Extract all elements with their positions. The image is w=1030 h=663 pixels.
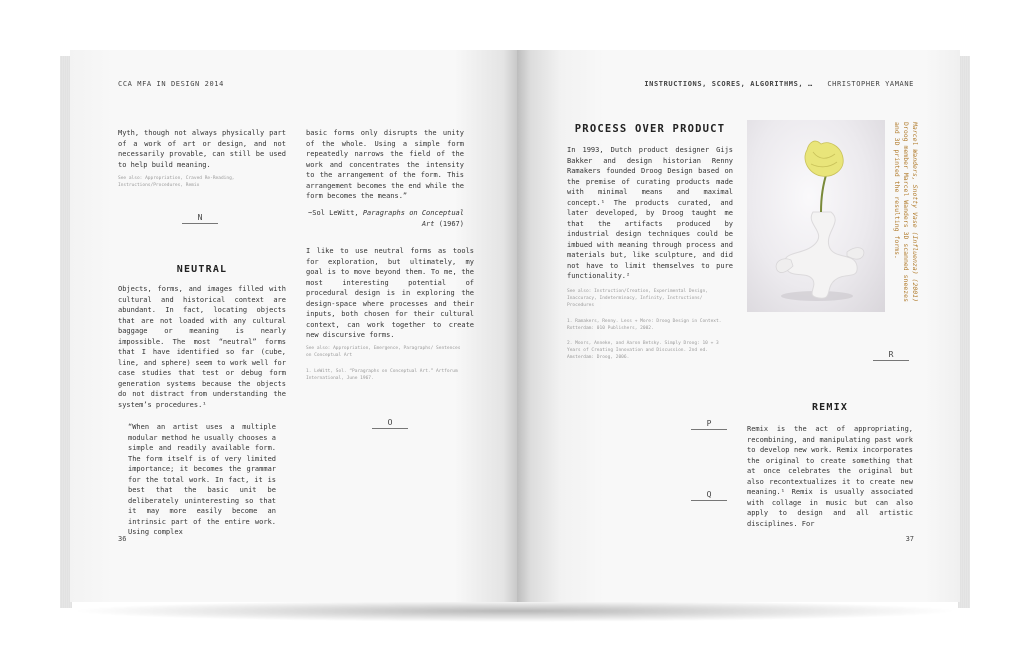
- section-letter-q: Q: [691, 490, 727, 501]
- neutral-see-also: See also: Appropriation, Emergence, Paragraphs/ Sentences on Conceptual Art: [306, 346, 461, 358]
- section-letter-r: R: [873, 350, 909, 361]
- right-page: [517, 50, 960, 602]
- left-page: [70, 50, 517, 602]
- myth-see-also: See also: Appropriation, Craved Re-Reading, Instructions/Procedures, Remix: [118, 176, 235, 188]
- attribution-title: Paragraphs on Conceptual Art: [362, 209, 464, 228]
- lewitt-quote-continued: basic forms only disrupts the unity of the whole. Using a simple form repeatedly narrows the field of the work and concentrates the intensity to the arrangement of the form. This arrangement becomes the end while the form becomes the means.”: [306, 129, 464, 200]
- section-letter-p: P: [691, 419, 727, 430]
- droog-paragraph: In 1993, Dutch product designer Gijs Bakker and design historian Renny Ramakers founded Droog Design based on the premise of curating products made with minimal means and maximal concept.¹ The products curated, and later developed, by Droog taught me that the artifacts produced by industrial design techniques could be imbued with meaning through process and materials but, like sculpture, and did not have to limit themselves to pure functionality.²: [567, 146, 733, 280]
- neutral-paragraph: Objects, forms, and images filled with cultural and historical context are abundant. In fact, locating objects that are not loaded with any cultural baggage or meaning is nearly impossible. The most “neutral” forms that I have identified so far (cube, line, and sphere) seem to work well for case studies that test or debug form generation systems because the objects do not distract from understanding the system’s procedures.¹: [118, 285, 286, 409]
- caption-title: Marcel Wanders, Snotty Vase (Influenza) (2001): [911, 122, 919, 303]
- neutral-heading: NEUTRAL: [176, 264, 228, 275]
- myth-paragraph: Myth, though not always physically part of a work of art or design, and not necessarily provable, can still be used to help build meaning.: [118, 129, 286, 169]
- remix-heading: REMIX: [811, 402, 849, 413]
- section-letter-n: N: [182, 213, 218, 224]
- remix-paragraph: Remix is the act of appropriating, recombining, and manipulating past work to develop new work. Remix incorporates the original to create something that at once celebrates the original but also recontextualizes it to create new meaning.¹ Remix is usually associated with collage in music but can also apply to design and all artistic disciplines. For: [747, 425, 913, 528]
- left-page-header: CCA MFA IN DESIGN 2014: [118, 80, 224, 88]
- lewitt-quote-start: “When an artist uses a multiple modular method he usually chooses a simple and readily available form. The form itself is of very limited importance; it becomes the grammar for the total work. In fact, it is best that the basic unit be deliberately uninteresting so that it may more easily become an intrinsic part of the entire work. Using complex: [128, 423, 276, 536]
- quote-attribution: [306, 208, 464, 229]
- vase-sculpture-image: [747, 120, 885, 312]
- attribution-name: ~Sol LeWitt,: [308, 209, 359, 217]
- neutral-footnote: 1. LeWitt, Sol. “Paragraphs on Conceptual Art.” Artforum International, June 1967.: [306, 369, 458, 381]
- neutral-forms-paragraph: I like to use neutral forms as tools for exploration, but ultimately, my goal is to move beyond them. To me, the most interesting potential of procedural design is in exploring the design-space where processes and their inputs, both chosen for their cultural context, can work together to create new discursive forms.: [306, 247, 474, 339]
- right-page-number: 37: [905, 535, 914, 543]
- caption-description: Droog member Marcel Wanders 3D scanned sneezes and 3D printed the resulting forms.: [893, 122, 910, 303]
- header-author: CHRISTOPHER YAMANE: [827, 80, 914, 88]
- open-book: [60, 50, 970, 608]
- left-page-number: 36: [118, 535, 127, 543]
- attribution-year: (1967): [438, 219, 464, 228]
- process-over-product-heading: PROCESS OVER PRODUCT: [574, 123, 726, 135]
- droog-footnote-2: 2. Moors, Anneke, and Aaron Betsky. Simply Droog: 10 + 3 Years of Creating Innovation and Discussion. 2nd ed. Amsterdam: Droog, 2006.: [567, 341, 719, 360]
- photo-caption: [889, 122, 919, 312]
- snotty-vase-photo: [747, 120, 885, 312]
- droog-see-also: See also: Instruction/Creation, Experimental Design, Inaccuracy, Indeterminacy, Infinity, Instructions/ Procedures: [567, 289, 708, 308]
- droog-footnote-1: 1. Ramakers, Renny. Less + More: Droog Design in Context. Rotterdam: 010 Publishers, 2002.: [567, 319, 722, 331]
- header-section-title: INSTRUCTIONS, SCORES, ALGORITHMS, …: [644, 80, 813, 88]
- section-letter-o: O: [372, 418, 408, 429]
- right-page-header: [644, 80, 914, 88]
